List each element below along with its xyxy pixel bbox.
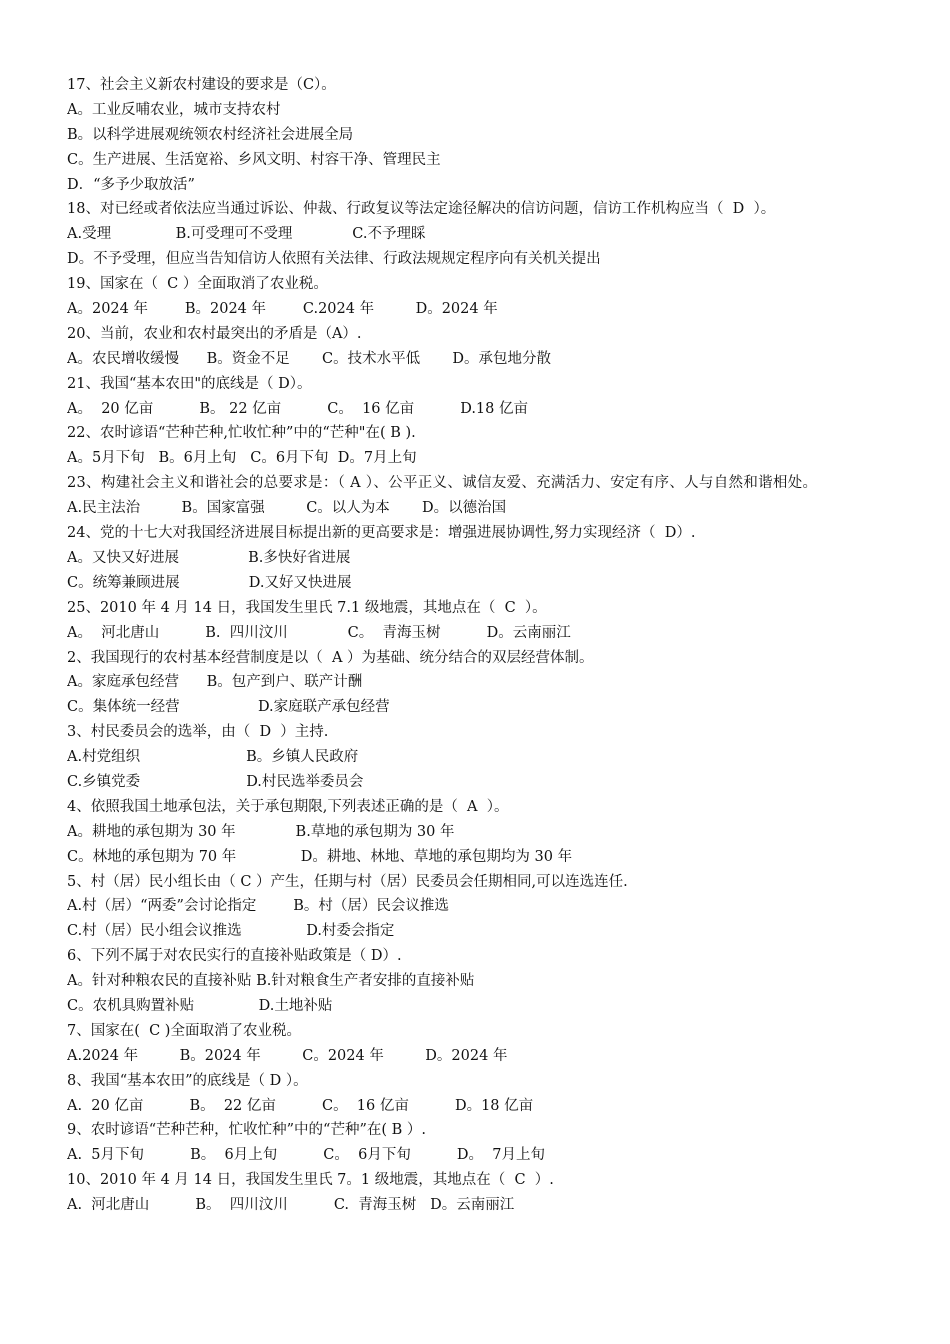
option-line: C。林地的承包期为 70 年 D。耕地、林地、草地的承包期均为 30 年 — [67, 848, 573, 865]
option-line: A。农民增收缓慢 B。资金不足 C。技术水平低 D。承包地分散 — [67, 350, 552, 367]
option-line: A. 20 亿亩 B。 22 亿亩 C。 16 亿亩 D。18 亿亩 — [67, 1097, 534, 1114]
option-line: A. 河北唐山 B。 四川汶川 C. 青海玉树 D。云南丽江 — [67, 1197, 515, 1214]
option-line: A.受理 B.可受理可不受理 C.不予理睬 — [67, 226, 426, 243]
question-23: 23、构建社会主义和谐社会的总要求是：（ A ）、公平正义、诚信友爱、充满活力、安定有序、人与自然和谐相处。 — [67, 475, 818, 492]
option-line: B。以科学进展观统领农村经济社会进展全局 — [67, 126, 354, 143]
question-5: 5、村（居）民小组长由（ C ）产生，任期与村（居）民委员会任期相同,可以连选连任. — [67, 873, 628, 890]
document-body — [67, 73, 887, 1218]
question-9: 9、农时谚语“芒种芒种，忙收忙种”中的“芒种”在( B ）. — [67, 1122, 427, 1139]
question-20: 20、当前，农业和农村最突出的矛盾是（A）. — [67, 325, 362, 342]
option-line: C.村（居）民小组会议推选 D.村委会指定 — [67, 923, 395, 940]
question-8: 8、我国“基本农田”的底线是（ D ）。 — [67, 1072, 308, 1089]
option-line: A。家庭承包经营 B。包产到户、联产计酬 — [67, 674, 363, 691]
option-line: D．“多予少取放活” — [67, 176, 195, 193]
question-18: 18、对已经或者依法应当通过诉讼、仲裁、行政复议等法定途径解决的信访问题，信访工作机构应当（ D ）。 — [67, 201, 776, 218]
question-22: 22、农时谚语“芒种芒种,忙收忙种”中的“芒种"在( B ). — [67, 425, 416, 442]
question-6: 6、下列不属于对农民实行的直接补贴政策是（ D）. — [67, 948, 402, 965]
question-19: 19、国家在（ C ）全面取消了农业税。 — [67, 276, 328, 293]
option-line: A. 5月下旬 B。 6月上旬 C。 6月下旬 D。 7月上旬 — [67, 1147, 546, 1164]
option-line: A。2024 年 B。2024 年 C.2024 年 D。2024 年 — [67, 301, 498, 318]
question-24: 24、党的十七大对我国经济进展目标提出新的更高要求是：增强进展协调性,努力实现经济（ D）. — [67, 525, 696, 542]
option-line: A。又快又好进展 B.多快好省进展 — [67, 549, 351, 566]
option-line: C。统筹兼顾进展 D.又好又快进展 — [67, 574, 352, 591]
question-10: 10、2010 年 4 月 14 日，我国发生里氏 7。1 级地震，其地点在（ C ）. — [67, 1172, 554, 1189]
option-line: A。针对种粮农民的直接补贴 B.针对粮食生产者安排的直接补贴 — [67, 973, 475, 990]
question-4: 4、依照我国土地承包法，关于承包期限,下列表述正确的是（ A ）。 — [67, 798, 509, 815]
option-line: A.民主法治 B。国家富强 C。以人为本 D。以德治国 — [67, 500, 507, 517]
option-line: A.2024 年 B。2024 年 C。2024 年 D。2024 年 — [67, 1047, 508, 1064]
option-line: A。 河北唐山 B. 四川汶川 C。 青海玉树 D。云南丽江 — [67, 624, 571, 641]
question-7: 7、国家在( C )全面取消了农业税。 — [67, 1022, 301, 1039]
option-line: C。集体统一经营 D.家庭联产承包经营 — [67, 699, 390, 716]
option-line: A。耕地的承包期为 30 年 B.草地的承包期为 30 年 — [67, 823, 455, 840]
option-line: D。不予受理，但应当告知信访人依照有关法律、行政法规规定程序向有关机关提出 — [67, 251, 601, 268]
option-line: C。农机具购置补贴 D.土地补贴 — [67, 997, 333, 1014]
question-25: 25、2010 年 4 月 14 日，我国发生里氏 7.1 级地震，其地点在（ C ）。 — [67, 599, 547, 616]
option-line: A。 20 亿亩 B。 22 亿亩 C。 16 亿亩 D.18 亿亩 — [67, 400, 528, 417]
option-line: A。工业反哺农业，城市支持农村 — [67, 101, 281, 118]
option-line: C.乡镇党委 D.村民选举委员会 — [67, 773, 364, 790]
option-line: A.村（居）“两委”会讨论指定 B。村（居）民会议推选 — [67, 898, 449, 915]
option-line: A.村党组织 B。乡镇人民政府 — [67, 749, 359, 766]
question-21: 21、我国“基本农田"的底线是（ D）。 — [67, 375, 312, 392]
option-line: C。生产进展、生活宽裕、乡风文明、村容干净、管理民主 — [67, 151, 441, 168]
question-3: 3、村民委员会的选举，由（ D ）主持. — [67, 724, 329, 741]
question-2: 2、我国现行的农村基本经营制度是以（ A ）为基础、统分结合的双层经营体制。 — [67, 649, 594, 666]
question-17: 17、社会主义新农村建设的要求是（C）。 — [67, 77, 336, 93]
option-line: A。5月下旬 B。6月上旬 C。6月下旬 D。7月上旬 — [67, 450, 417, 467]
